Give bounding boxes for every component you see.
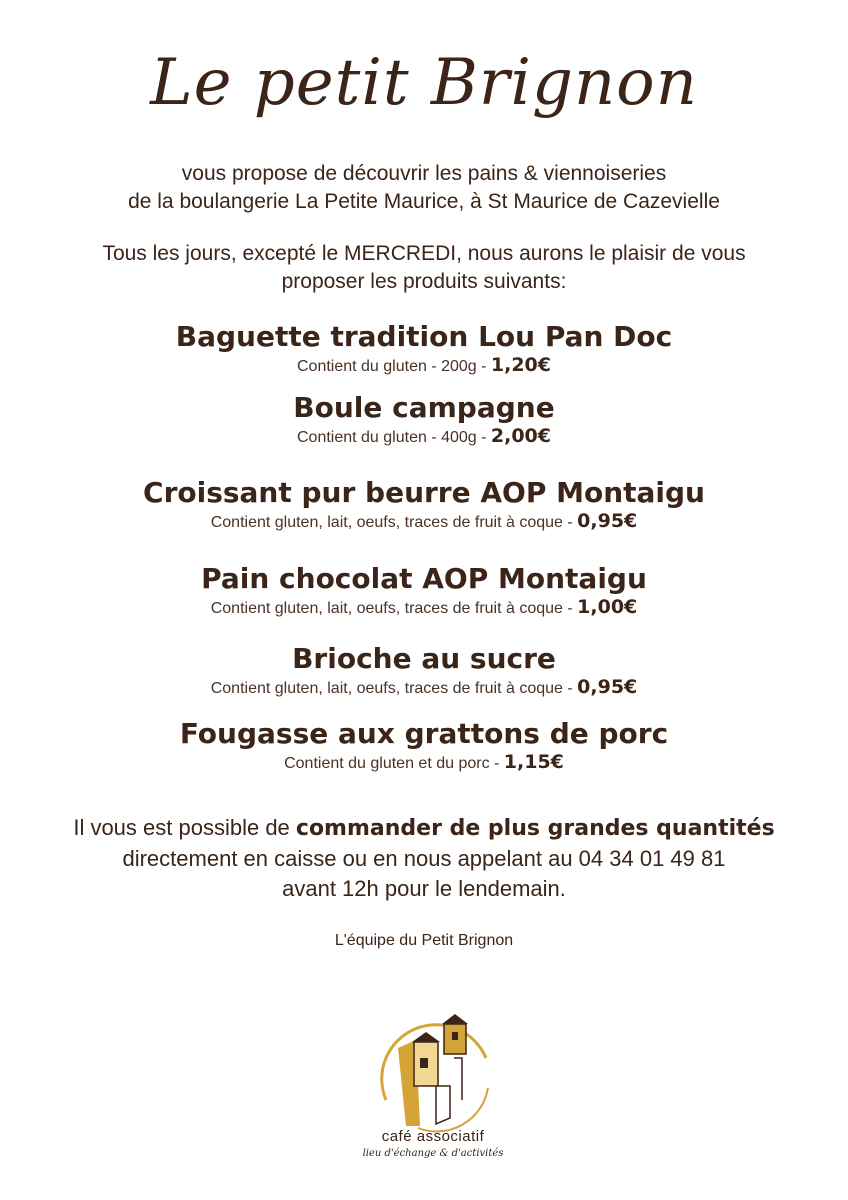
product-desc: Contient gluten, lait, oeufs, traces de fruit à coque - [210,680,578,697]
product-name: Baguette tradition Lou Pan Doc [175,320,673,353]
intro-text [0,160,848,216]
schedule-line-2: proposer les produits suivants: [281,270,567,293]
order-bold: commander de plus grandes quantités [295,816,775,841]
product-price: 0,95€ [577,510,638,532]
intro-line-1: vous propose de découvrir les pains & viennoiseries [181,162,667,185]
product-desc-line [0,354,848,378]
order-line-2: directement en caisse ou en nous appelant au 04 34 01 49 81 [122,846,726,871]
product-price: 1,15€ [503,751,564,773]
product-item [0,476,848,534]
product-desc-line [0,596,848,620]
product-price: 1,00€ [577,596,638,618]
product-desc-line [0,751,848,775]
logo-text: café associatif [381,1128,485,1145]
product-desc-line [0,425,848,449]
product-desc: Contient du gluten - 200g - [296,358,491,375]
product-price: 0,95€ [577,676,638,698]
product-name: Boule campagne [293,391,555,424]
order-info [0,813,848,904]
order-line-3: avant 12h pour le lendemain. [282,876,566,901]
product-desc-line [0,676,848,700]
order-pre: Il vous est possible de [73,815,296,840]
order-line-1 [0,813,848,844]
schedule-line-1: Tous les jours, excepté le MERCREDI, nous aurons le plaisir de vous [102,242,746,265]
product-desc: Contient du gluten - 400g - [296,429,491,446]
product-desc: Contient du gluten et du porc - [284,755,504,772]
cafe-logo [358,1008,508,1178]
product-name: Fougasse aux grattons de porc [179,717,669,750]
product-name: Brioche au sucre [292,642,556,675]
product-price: 1,20€ [490,354,551,376]
product-name: Croissant pur beurre AOP Montaigu [143,476,705,509]
product-item [0,320,848,378]
product-item [0,642,848,700]
product-price: 2,00€ [490,425,551,447]
schedule-text [0,240,848,296]
logo-subtext: lieu d'échange & d'activités [362,1148,504,1159]
product-desc: Contient gluten, lait, oeufs, traces de fruit à coque - [210,514,578,531]
product-item [0,717,848,775]
intro-line-2: de la boulangerie La Petite Maurice, à St Maurice de Cazevielle [128,190,720,213]
product-item [0,562,848,620]
village-illustration-icon [358,1008,508,1133]
product-item [0,391,848,449]
product-name: Pain chocolat AOP Montaigu [201,562,647,595]
signature: L'équipe du Petit Brignon [334,932,514,949]
product-desc-line [0,510,848,534]
page-title: Le petit Brignon [150,46,698,120]
product-desc: Contient gluten, lait, oeufs, traces de fruit à coque - [210,600,578,617]
